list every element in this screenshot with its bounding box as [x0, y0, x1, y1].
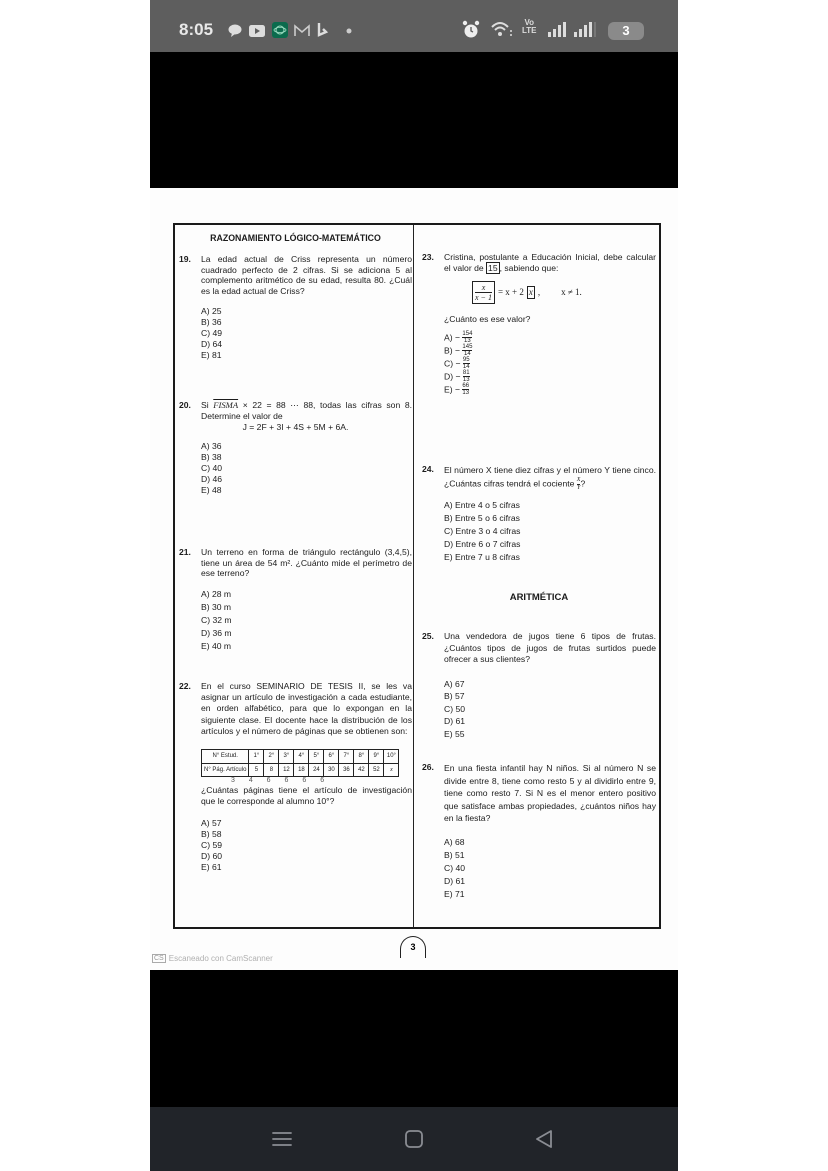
signal-2-icon: [574, 22, 598, 38]
phone-screen: [150, 0, 678, 1171]
formula-j: J = 2F + 3I + 4S + 5M + 6A.: [242, 422, 349, 433]
option-e: E) 55: [444, 728, 465, 739]
option-b: B) 38: [201, 451, 222, 462]
option-b: B) 36: [201, 317, 222, 328]
youtube-icon: [249, 25, 265, 37]
question-21: 21. Un terreno en forma de triángulo rectángulo (3,4,5), tiene un área de 54 m². ¿Cuánto mide el perímetro de ese terreno? A) 28 m B) 30 m C) 32 m D) 36 m E) 40 m: [179, 547, 412, 654]
option-a: A) Entre 4 o 5 cifras: [444, 500, 520, 510]
option-c: C) 50: [444, 703, 466, 714]
options-22: [201, 818, 412, 873]
option-c: C) 59: [201, 840, 223, 851]
volte-lte-icon: Vo LTE: [522, 18, 537, 35]
scanned-document[interactable]: [150, 188, 678, 970]
viewer-bottom-bar: [150, 970, 678, 1107]
options-21: [201, 589, 412, 654]
option-a: A) 36: [201, 440, 222, 451]
formula-23: $\frac{x}{x - 1}$ = x + 2 x , x ≠ 1.: [472, 281, 656, 304]
option-b: B) − $\frac{145}{14}$: [444, 343, 473, 358]
options-24: [444, 500, 656, 565]
back-button[interactable]: [529, 1125, 559, 1153]
question-25: 25. Una vendedora de jugos tiene 6 tipos de frutas. ¿Cuántos tipos de jugos de frutas surtidos puede ofrecer a sus clientes? A) 67 B) 57 C) 50 D) 61 E) 55: [422, 631, 656, 741]
status-bar: [150, 0, 678, 52]
options-19: [201, 306, 412, 361]
option-e: E) 48: [201, 484, 222, 495]
gmail-icon: [294, 24, 310, 37]
options-26: [444, 837, 656, 902]
camscanner-logo-icon: CS: [154, 955, 164, 962]
option-d: D) 61: [444, 875, 466, 886]
option-a: A) 68: [444, 836, 465, 847]
app-green-icon: [272, 22, 288, 38]
option-b: B) Entre 5 o 6 cifras: [444, 513, 520, 523]
option-c: C) − $\frac{95}{14}$: [444, 356, 470, 371]
option-c: C) 40: [444, 862, 466, 873]
option-e: E) 81: [201, 350, 222, 361]
table-row-pages: N° Pág. Artículo 5 8 12 18 24 30 36 42 52 x: [202, 763, 399, 777]
question-20: 20. Si FISMA × 22 = 88 ⋯ 88, todas las cifras son 8. Determine el valor de J = 2F + 3I + 4S + 5M + 6A. A) 36 B) 38 C) 40 D) 46 E) 48: [179, 400, 412, 495]
wifi-icon: [490, 21, 514, 38]
recent-apps-button[interactable]: [267, 1125, 297, 1153]
handwritten-notes: 3 4 6 6 6 6: [231, 777, 331, 785]
question-23: 23. Cristina, postulante a Educación Inicial, debe calcular el valor de 15 , sabiendo que: $\frac{x}{x - 1}$ = x + 2 x , x ≠ 1. ¿Cuánto es ese valor? A) − $\frac{154}{13}$ B) − $\frac{145}{14}$ C) − $\frac{95}{14}$ D) − $\frac{81}{13}$ E) − $\frac{66}{13}$: [422, 252, 656, 397]
camscanner-watermark: CS Escaneado con CamScanner: [154, 954, 273, 963]
option-c: C) Entre 3 o 4 cifras: [444, 526, 521, 536]
table-row-students: N° Estud. 1° 2° 3° 4° 5° 6° 7° 8° 9° 10°: [202, 750, 399, 764]
question-19: 19. La edad actual de Criss representa un número cuadrado perfecto de 2 cifras. Si se adiciona 5 al complemento aritmético de su edad, resulta 80. ¿Cuál es la edad actual de Criss? A) 25 B) 36 C) 49 D) 64 E) 81: [179, 254, 412, 361]
status-time: 8:05: [179, 20, 214, 39]
signal-1-icon: [548, 22, 570, 38]
option-c: C) 49: [201, 328, 223, 339]
chat-bubble-icon: [228, 24, 242, 37]
option-d: D) 36 m: [201, 627, 232, 638]
option-a: A) 67: [444, 678, 465, 689]
option-b: B) 58: [201, 829, 222, 840]
alarm-icon: [462, 20, 480, 39]
question-26: 26. En una fiesta infantil hay N niños. Si al número N se divide entre 8, tiene como resto 5 y al dividirlo entre 9, tiene como resto 7. Si N es el menor entero positivo que satisface ambas propiedades, ¿cuántos niños hay en la fiesta? A) 68 B) 51 C) 40 D) 61 E) 71: [422, 762, 656, 902]
column-divider: [413, 225, 414, 927]
option-d: D) 60: [201, 851, 223, 862]
option-d: D) 64: [201, 339, 223, 350]
navigation-bar: [150, 1107, 678, 1171]
option-c: C) 40: [201, 462, 223, 473]
boxed-15: 15: [488, 262, 498, 273]
triangle-back-icon: [533, 1128, 555, 1150]
dot-icon: [346, 28, 352, 34]
home-button[interactable]: [399, 1125, 429, 1153]
exam-frame: [173, 223, 661, 929]
section-title-razonamiento: RAZONAMIENTO LÓGICO-MATEMÁTICO: [210, 233, 381, 243]
option-d: D) 61: [444, 716, 466, 726]
bing-icon: [317, 22, 329, 38]
option-b: B) 30 m: [201, 601, 232, 612]
option-a: A) − $\frac{154}{13}$: [444, 330, 473, 345]
option-a: A) 28 m: [201, 588, 232, 599]
option-b: B) 51: [444, 849, 465, 860]
battery-indicator: 3: [608, 22, 644, 40]
option-c: C) 32 m: [201, 614, 232, 625]
option-a: A) 57: [201, 818, 222, 829]
option-e: E) 71: [444, 888, 465, 899]
overline-term: FISMA: [213, 400, 239, 410]
options-20: [201, 441, 412, 496]
question-22: 22. En el curso SEMINARIO DE TESIS II, se les va asignar un artículo de investigación a cada estudiante, en orden alfabético, para que lo expongan en la siguiente clase. El docente hace la distribución de los artículos y el número de páginas que se obtienen son: N° Estud. 1° 2° 3° 4° 5° 6° 7° 8° 9° 10° N° Pág. Artículo 5 8 12 18 24 30 36 42 52 x 3 4 6 6 6 6 ¿Cuántas páginas tiene el artículo de investigación que le corresponde al alumno 10°? A) 57 B) 58 C) 59 D) 60 E) 61: [179, 681, 412, 873]
menu-lines-icon: [271, 1129, 293, 1149]
viewer-top-bar: [150, 52, 678, 188]
options-23: [444, 331, 656, 396]
square-home-icon: [403, 1128, 425, 1150]
pages-table: [201, 749, 399, 777]
question-24: 24. El número X tiene diez cifras y el número Y tiene cinco. ¿Cuántas cifras tendrá el cociente $\frac{X}{Y}$ ? A) Entre 4 o 5 cifras B) Entre 5 o 6 cifras C) Entre 3 o 4 cifras D) Entre 6 o 7 cifras E) Entre 7 u 8 cifras: [422, 464, 656, 565]
option-b: B) 57: [444, 691, 465, 701]
option-e: E) − $\frac{66}{13}$: [444, 382, 470, 397]
option-d: D) Entre 6 o 7 cifras: [444, 539, 521, 549]
option-e: E) 40 m: [201, 640, 232, 651]
options-25: [444, 679, 656, 742]
option-a: A) 25: [201, 306, 222, 317]
page-number: 3: [400, 936, 426, 958]
option-e: E) 61: [201, 862, 222, 873]
option-d: D) − $\frac{81}{13}$: [444, 369, 470, 384]
option-d: D) 46: [201, 473, 223, 484]
section-title-aritmetica: ARITMÉTICA: [509, 592, 569, 603]
option-e: E) Entre 7 u 8 cifras: [444, 552, 520, 562]
